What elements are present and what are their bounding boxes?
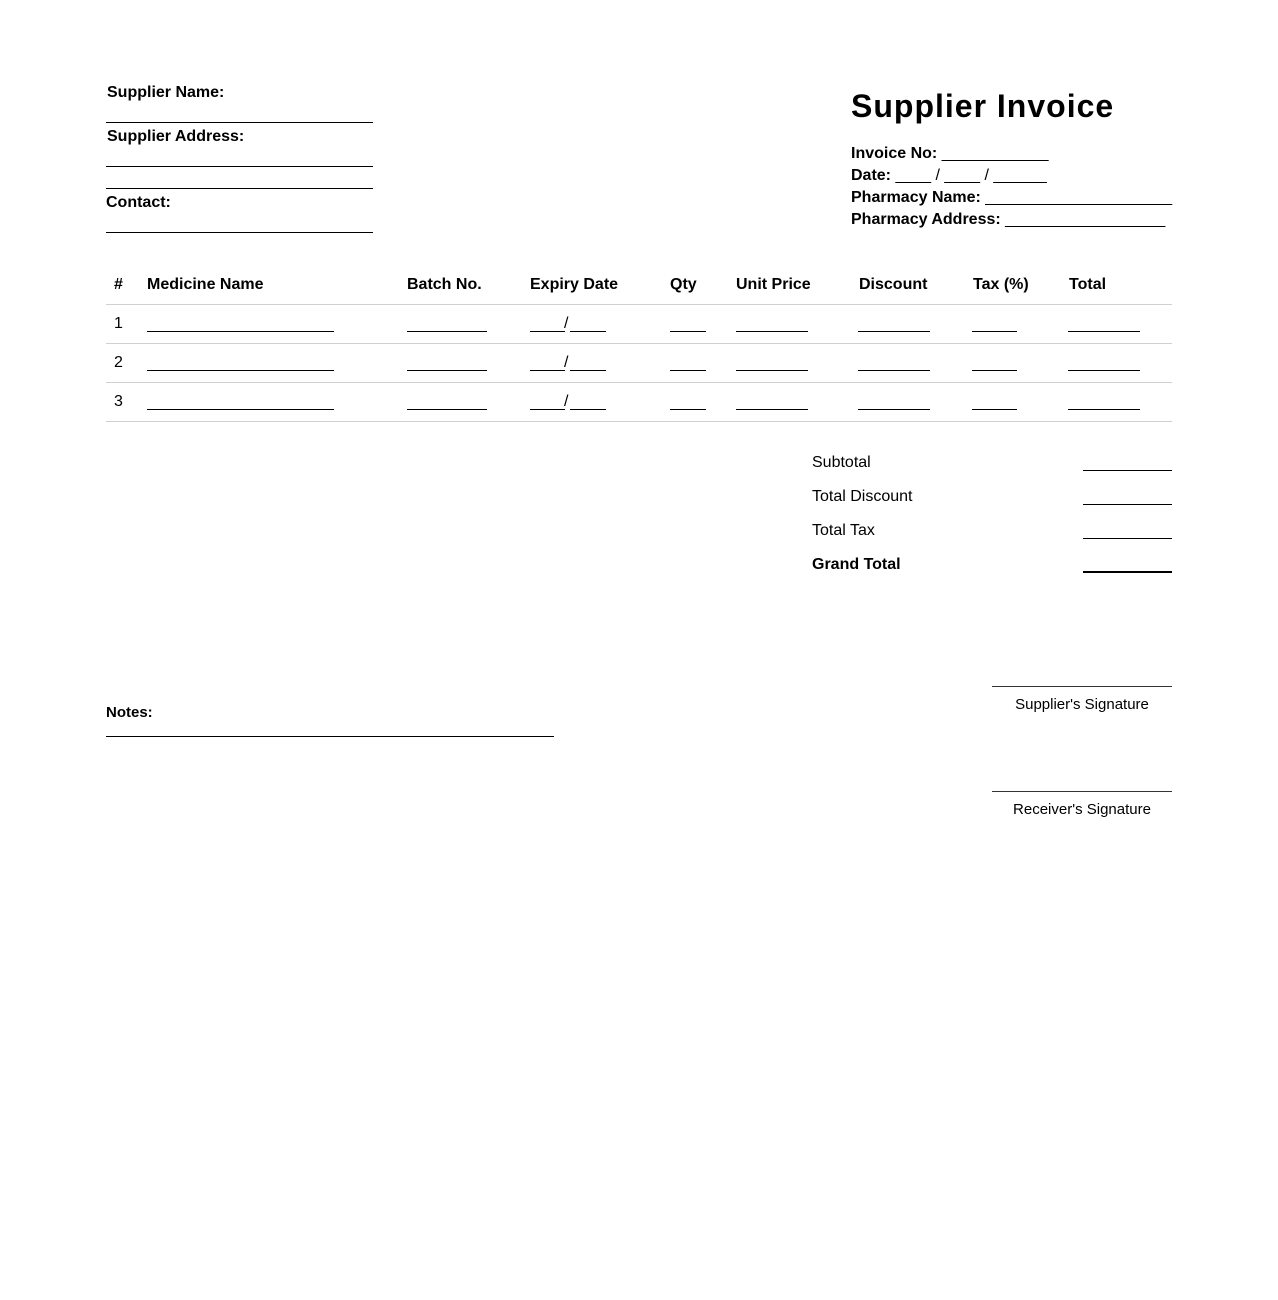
medicine-name-field[interactable] [147,409,334,410]
pharmacy-address-field[interactable]: __________________ [1005,211,1166,228]
row-divider [106,343,1172,344]
qty-field[interactable] [670,331,706,332]
notes-field[interactable] [106,736,554,737]
expiry-month-field[interactable] [530,331,565,332]
column-header-number: # [114,276,123,293]
expiry-separator: / [564,354,569,371]
invoice-no-label: Invoice No: [851,145,938,162]
total-tax-field[interactable] [1083,538,1172,539]
supplier-signature-label: Supplier's Signature [1015,696,1149,713]
column-header-medicine-name: Medicine Name [147,276,264,293]
date-field[interactable]: ____ / ____ / ______ [895,167,1047,184]
date-label: Date: [851,167,892,184]
discount-field[interactable] [858,370,930,371]
notes-label: Notes: [106,704,153,721]
row-number: 1 [114,315,123,332]
column-header-expiry-date: Expiry Date [530,276,619,293]
expiry-year-field[interactable] [570,370,606,371]
batch-no-field[interactable] [407,409,487,410]
pharmacy-name-field[interactable]: _____________________ [985,189,1173,206]
invoice-no-row [851,143,1172,165]
row-number: 2 [114,354,123,371]
expiry-year-field[interactable] [570,409,606,410]
total-field[interactable] [1068,370,1140,371]
row-divider [106,382,1172,383]
supplier-name-field[interactable] [106,122,373,123]
column-header-tax: Tax (%) [973,276,1029,293]
medicine-name-field[interactable] [147,370,334,371]
pharmacy-name-label: Pharmacy Name: [851,189,981,206]
pharmacy-name-row [851,187,1172,209]
qty-field[interactable] [670,370,706,371]
expiry-separator: / [564,315,569,332]
column-header-unit-price: Unit Price [736,276,811,293]
supplier-signature-line[interactable] [992,686,1172,687]
total-tax-label: Total Tax [812,522,875,539]
batch-no-field[interactable] [407,370,487,371]
qty-field[interactable] [670,409,706,410]
invoice-no-field[interactable]: ____________ [941,145,1049,162]
medicine-name-field[interactable] [147,331,334,332]
expiry-month-field[interactable] [530,370,565,371]
unit-price-field[interactable] [736,370,808,371]
page-title: Supplier Invoice [851,88,1115,124]
total-field[interactable] [1068,331,1140,332]
header-divider [106,304,1172,305]
contact-label: Contact: [106,194,171,211]
total-discount-label: Total Discount [812,488,913,505]
discount-field[interactable] [858,409,930,410]
date-row [851,165,1172,187]
column-header-qty: Qty [670,276,697,293]
supplier-address-field-1[interactable] [106,166,373,167]
pharmacy-address-row [851,209,1172,231]
receiver-signature-line[interactable] [992,791,1172,792]
column-header-total: Total [1069,276,1107,293]
grand-total-field[interactable] [1083,571,1172,573]
supplier-address-label: Supplier Address: [107,128,245,145]
tax-field[interactable] [972,331,1017,332]
unit-price-field[interactable] [736,331,808,332]
column-header-discount: Discount [859,276,928,293]
subtotal-field[interactable] [1083,470,1172,471]
tax-field[interactable] [972,370,1017,371]
tax-field[interactable] [972,409,1017,410]
subtotal-label: Subtotal [812,454,871,471]
receiver-signature-label: Receiver's Signature [1013,801,1151,818]
row-divider [106,421,1172,422]
contact-field[interactable] [106,232,373,233]
expiry-separator: / [564,393,569,410]
pharmacy-address-label: Pharmacy Address: [851,211,1001,228]
supplier-name-label: Supplier Name: [107,84,225,101]
discount-field[interactable] [858,331,930,332]
batch-no-field[interactable] [407,331,487,332]
supplier-address-field-2[interactable] [106,188,373,189]
unit-price-field[interactable] [736,409,808,410]
expiry-month-field[interactable] [530,409,565,410]
expiry-year-field[interactable] [570,331,606,332]
grand-total-label: Grand Total [812,556,901,573]
row-number: 3 [114,393,123,410]
total-discount-field[interactable] [1083,504,1172,505]
column-header-batch-no: Batch No. [407,276,482,293]
total-field[interactable] [1068,409,1140,410]
